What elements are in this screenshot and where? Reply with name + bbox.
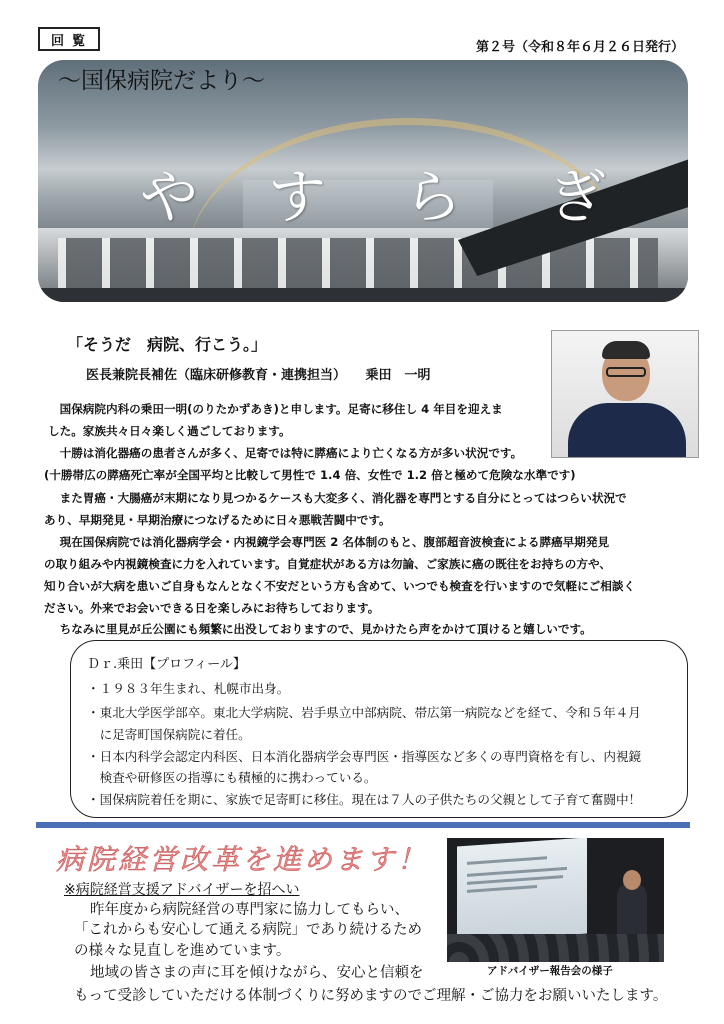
profile-line: ・国保病院着任を期に、家族で足寄町に移住。現在は７人の子供たちの父親として子育て奮闘中！ — [87, 792, 642, 807]
profile-line: 検査や研修医の指導にも積極的に携わっている。 — [87, 770, 377, 785]
profile-title: Ｄｒ.乗田【プロフィール】 — [87, 657, 246, 672]
circulate-stamp: 回覧 — [38, 27, 100, 51]
newsletter-title-char-4: ぎ — [548, 163, 607, 231]
profile-line: ・１９８３年生まれ、札幌市出身。 — [87, 681, 290, 696]
advisor-meeting-photo — [447, 838, 664, 962]
newsletter-title-char-1: や — [140, 163, 199, 231]
reform-line: 地域の皆さまの声に耳を傾けながら、安心と信頼を — [90, 965, 424, 981]
article-line: した。家族共々日々楽しく過ごしております。 — [48, 424, 291, 438]
article-line: また胃癌・大腸癌が末期になり見つかるケースも大変多く、消化器を専門とする自分にとってはつらい状況で — [48, 491, 627, 505]
article-line: 知り合いが大病を患いご自身もなんとなく不安だという方も含めて、いつでも検査を行いますので気軽にご相談く — [44, 579, 636, 593]
newsletter-subtitle: ～国保病院だより～ — [58, 68, 265, 94]
profile-box — [70, 640, 688, 818]
issue-number: 第２号（令和８年６月２６日発行） — [475, 40, 684, 55]
profile-line: ・日本内科学会認定内科医、日本消化器病学会専門医・指導医など多くの専門資格を有し、内視鏡 — [87, 749, 642, 764]
reform-subtitle: ※病院経営支援アドバイザーを招へい — [64, 882, 300, 898]
profile-line: に足寄町国保病院に着任。 — [87, 727, 251, 742]
article-author: 医長兼院長補佐（臨床研修教育・連携担当） 乗田 一明 — [86, 368, 431, 383]
portrait-glasses — [606, 367, 646, 377]
reform-line: もって受診していただける体制づくりに努めますのでご理解・ご協力をお願いいたします。 — [74, 988, 668, 1004]
presenter-head — [623, 870, 641, 890]
photo-caption: アドバイザー報告会の様子 — [487, 965, 613, 977]
article-line: ちなみに里見が丘公園にも頻繁に出没しておりますので、見かけたら声をかけて頂けると嬉しいです。 — [48, 622, 592, 636]
projector-screen — [457, 838, 587, 943]
article-headline: 「そうだ 病院、行こう。」 — [67, 335, 268, 354]
ground — [38, 288, 688, 302]
newsletter-title-char-2: す — [268, 163, 327, 231]
newsletter-title-char-3: ら — [404, 163, 463, 231]
article-line: 国保病院内科の乗田一明(のりたかずあき)と申します。足寄に移住し 4 年目を迎えま — [48, 402, 503, 416]
article-line: (十勝帯広の膵癌死亡率が全国平均と比較して男性で 1.4 倍、女性で 1.2 倍と極めて危険な水準です) — [44, 468, 576, 482]
portrait-body — [568, 403, 686, 458]
article-line: 十勝は消化器癌の患者さんが多く、足寄では特に膵癌により亡くなる方が多い状況です。 — [48, 446, 523, 460]
doctor-portrait-photo — [551, 330, 699, 458]
profile-line: ・東北大学医学部卒。東北大学病院、岩手県立中部病院、帯広第一病院などを経て、令和５年４月 — [87, 705, 641, 720]
reform-section-title: 病院経営改革を進めます！ — [56, 843, 429, 876]
reform-line: の様々な見直しを進めています。 — [74, 943, 291, 959]
reform-line: 昨年度から病院経営の専門家に協力してもらい、 — [90, 902, 409, 918]
article-line: の取り組みや内視鏡検査に力を入れています。自覚症状がある方は勿論、ご家族に癌の既往をお持ちの方や、 — [44, 557, 611, 571]
building-columns — [58, 238, 658, 294]
portrait-hair — [602, 341, 650, 359]
article-line: ださい。外来でお会いできる日を楽しみにお待ちしております。 — [44, 601, 380, 615]
section-divider — [36, 822, 690, 828]
reform-line: 「これからも安心して通える病院」であり続けるため — [74, 922, 422, 938]
article-line: あり、早期発見・早期治療につなげるために日々悪戦苦闘中です。 — [44, 513, 391, 527]
audience-figures — [447, 934, 664, 962]
article-line: 現在国保病院では消化器病学会・内視鏡学会専門医 2 名体制のもと、腹部超音波検査による膵癌早期発見 — [48, 535, 610, 549]
